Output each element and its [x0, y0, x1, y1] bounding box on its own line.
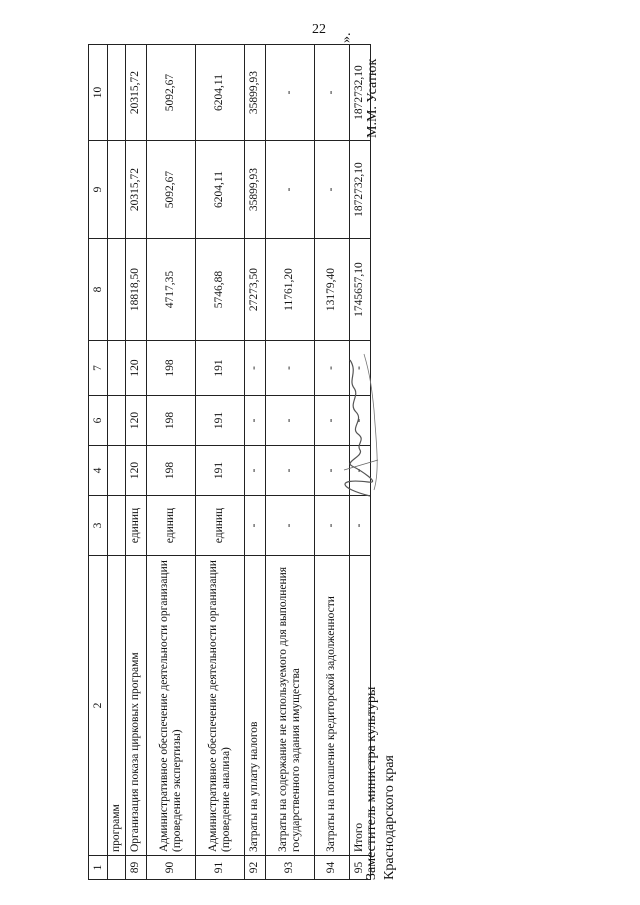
value-cell: 6204,11 [195, 141, 244, 239]
value-cell: 20315,72 [125, 45, 146, 141]
value-cell: - [314, 396, 349, 446]
header-cell: 2 [89, 556, 108, 856]
value-cell: 5092,67 [146, 141, 195, 239]
handwritten-signature [330, 350, 392, 500]
value-cell: единиц [125, 496, 146, 556]
cost-name-cell: Организация показа цирковых программ [125, 556, 146, 856]
continuation-cell [108, 341, 126, 396]
value-cell: 1872732,10 [349, 45, 370, 141]
signatory-title-line: Заместитель министра культуры [364, 686, 379, 880]
value-cell: - [265, 496, 314, 556]
value-cell: 120 [125, 341, 146, 396]
value-cell: 191 [195, 396, 244, 446]
value-cell: - [244, 341, 265, 396]
value-cell: 5092,67 [146, 45, 195, 141]
continuation-cell [108, 239, 126, 341]
value-cell: 6204,11 [195, 45, 244, 141]
value-cell: единиц [195, 496, 244, 556]
cost-name-cell: Затраты на уплату налогов [244, 556, 265, 856]
value-cell: 198 [146, 341, 195, 396]
table-row [125, 45, 146, 880]
value-cell: 1745657,10 [349, 239, 370, 341]
continuation-cell [108, 45, 126, 141]
value-cell: - [349, 446, 370, 496]
row-number-cell: 93 [265, 856, 314, 880]
cost-name-cell: Итого [349, 556, 370, 856]
value-cell: 20315,72 [125, 141, 146, 239]
header-cell: 4 [89, 446, 108, 496]
closing-quote-mark: ». [339, 32, 354, 43]
value-cell: 35899,93 [244, 141, 265, 239]
row-number-cell: 91 [195, 856, 244, 880]
header-cell: 10 [89, 45, 108, 141]
value-cell: 120 [125, 396, 146, 446]
cost-table [88, 44, 371, 880]
cost-name-cell: Административное обеспечение деятельности организации (проведение анализа) [195, 556, 244, 856]
value-cell: 13179,40 [314, 239, 349, 341]
value-cell: 191 [195, 341, 244, 396]
header-cell: 1 [89, 856, 108, 880]
row-number-cell: 92 [244, 856, 265, 880]
row-number-cell: 95 [349, 856, 370, 880]
continuation-cell [108, 396, 126, 446]
table-row [265, 45, 314, 880]
value-cell: - [314, 496, 349, 556]
value-cell: - [349, 396, 370, 446]
row-number-cell: 89 [125, 856, 146, 880]
continuation-cell [108, 446, 126, 496]
table-row [244, 45, 265, 880]
value-cell: - [265, 141, 314, 239]
table-header-row [89, 45, 108, 880]
table-row [195, 45, 244, 880]
page-number: 22 [312, 22, 326, 37]
value-cell: 198 [146, 446, 195, 496]
rotated-landscape-content [88, 45, 397, 880]
value-cell: 27273,50 [244, 239, 265, 341]
continuation-cell [108, 496, 126, 556]
value-cell: 191 [195, 446, 244, 496]
header-cell: 9 [89, 141, 108, 239]
continuation-cell [108, 856, 126, 880]
value-cell: - [265, 45, 314, 141]
value-cell: - [314, 446, 349, 496]
cost-name-cell: Административное обеспечение деятельности организации (проведение экспертизы) [146, 556, 195, 856]
table-row [146, 45, 195, 880]
value-cell: 35899,93 [244, 45, 265, 141]
value-cell: 18818,50 [125, 239, 146, 341]
value-cell: - [349, 341, 370, 396]
header-cell: 8 [89, 239, 108, 341]
header-cell: 3 [89, 496, 108, 556]
row-number-cell: 94 [314, 856, 349, 880]
value-cell: 11761,20 [265, 239, 314, 341]
value-cell: 1872732,10 [349, 141, 370, 239]
value-cell: 120 [125, 446, 146, 496]
continuation-row [108, 45, 126, 880]
cost-name-cell: Затраты на погашение кредиторской задолженности [314, 556, 349, 856]
value-cell: - [244, 496, 265, 556]
continuation-cell [108, 141, 126, 239]
signatory-title-line: Краснодарского края [382, 755, 397, 880]
header-cell: 7 [89, 341, 108, 396]
header-cell: 6 [89, 396, 108, 446]
value-cell: - [314, 341, 349, 396]
cost-name-cell: Затраты на содержание не используемого для выполнения государственного задания имущества [265, 556, 314, 856]
value-cell: - [244, 396, 265, 446]
value-cell: 5746,88 [195, 239, 244, 341]
value-cell: - [265, 341, 314, 396]
value-cell: - [265, 446, 314, 496]
value-cell: 198 [146, 396, 195, 446]
signatory-title [363, 687, 399, 880]
value-cell: - [314, 45, 349, 141]
value-cell: - [244, 446, 265, 496]
value-cell: - [349, 496, 370, 556]
value-cell: - [265, 396, 314, 446]
row-number-cell: 90 [146, 856, 195, 880]
value-cell: 4717,35 [146, 239, 195, 341]
signatory-name: М.М. Усатюк [365, 58, 380, 138]
value-cell: единиц [146, 496, 195, 556]
value-cell: - [314, 141, 349, 239]
continuation-text: программ [108, 556, 126, 856]
